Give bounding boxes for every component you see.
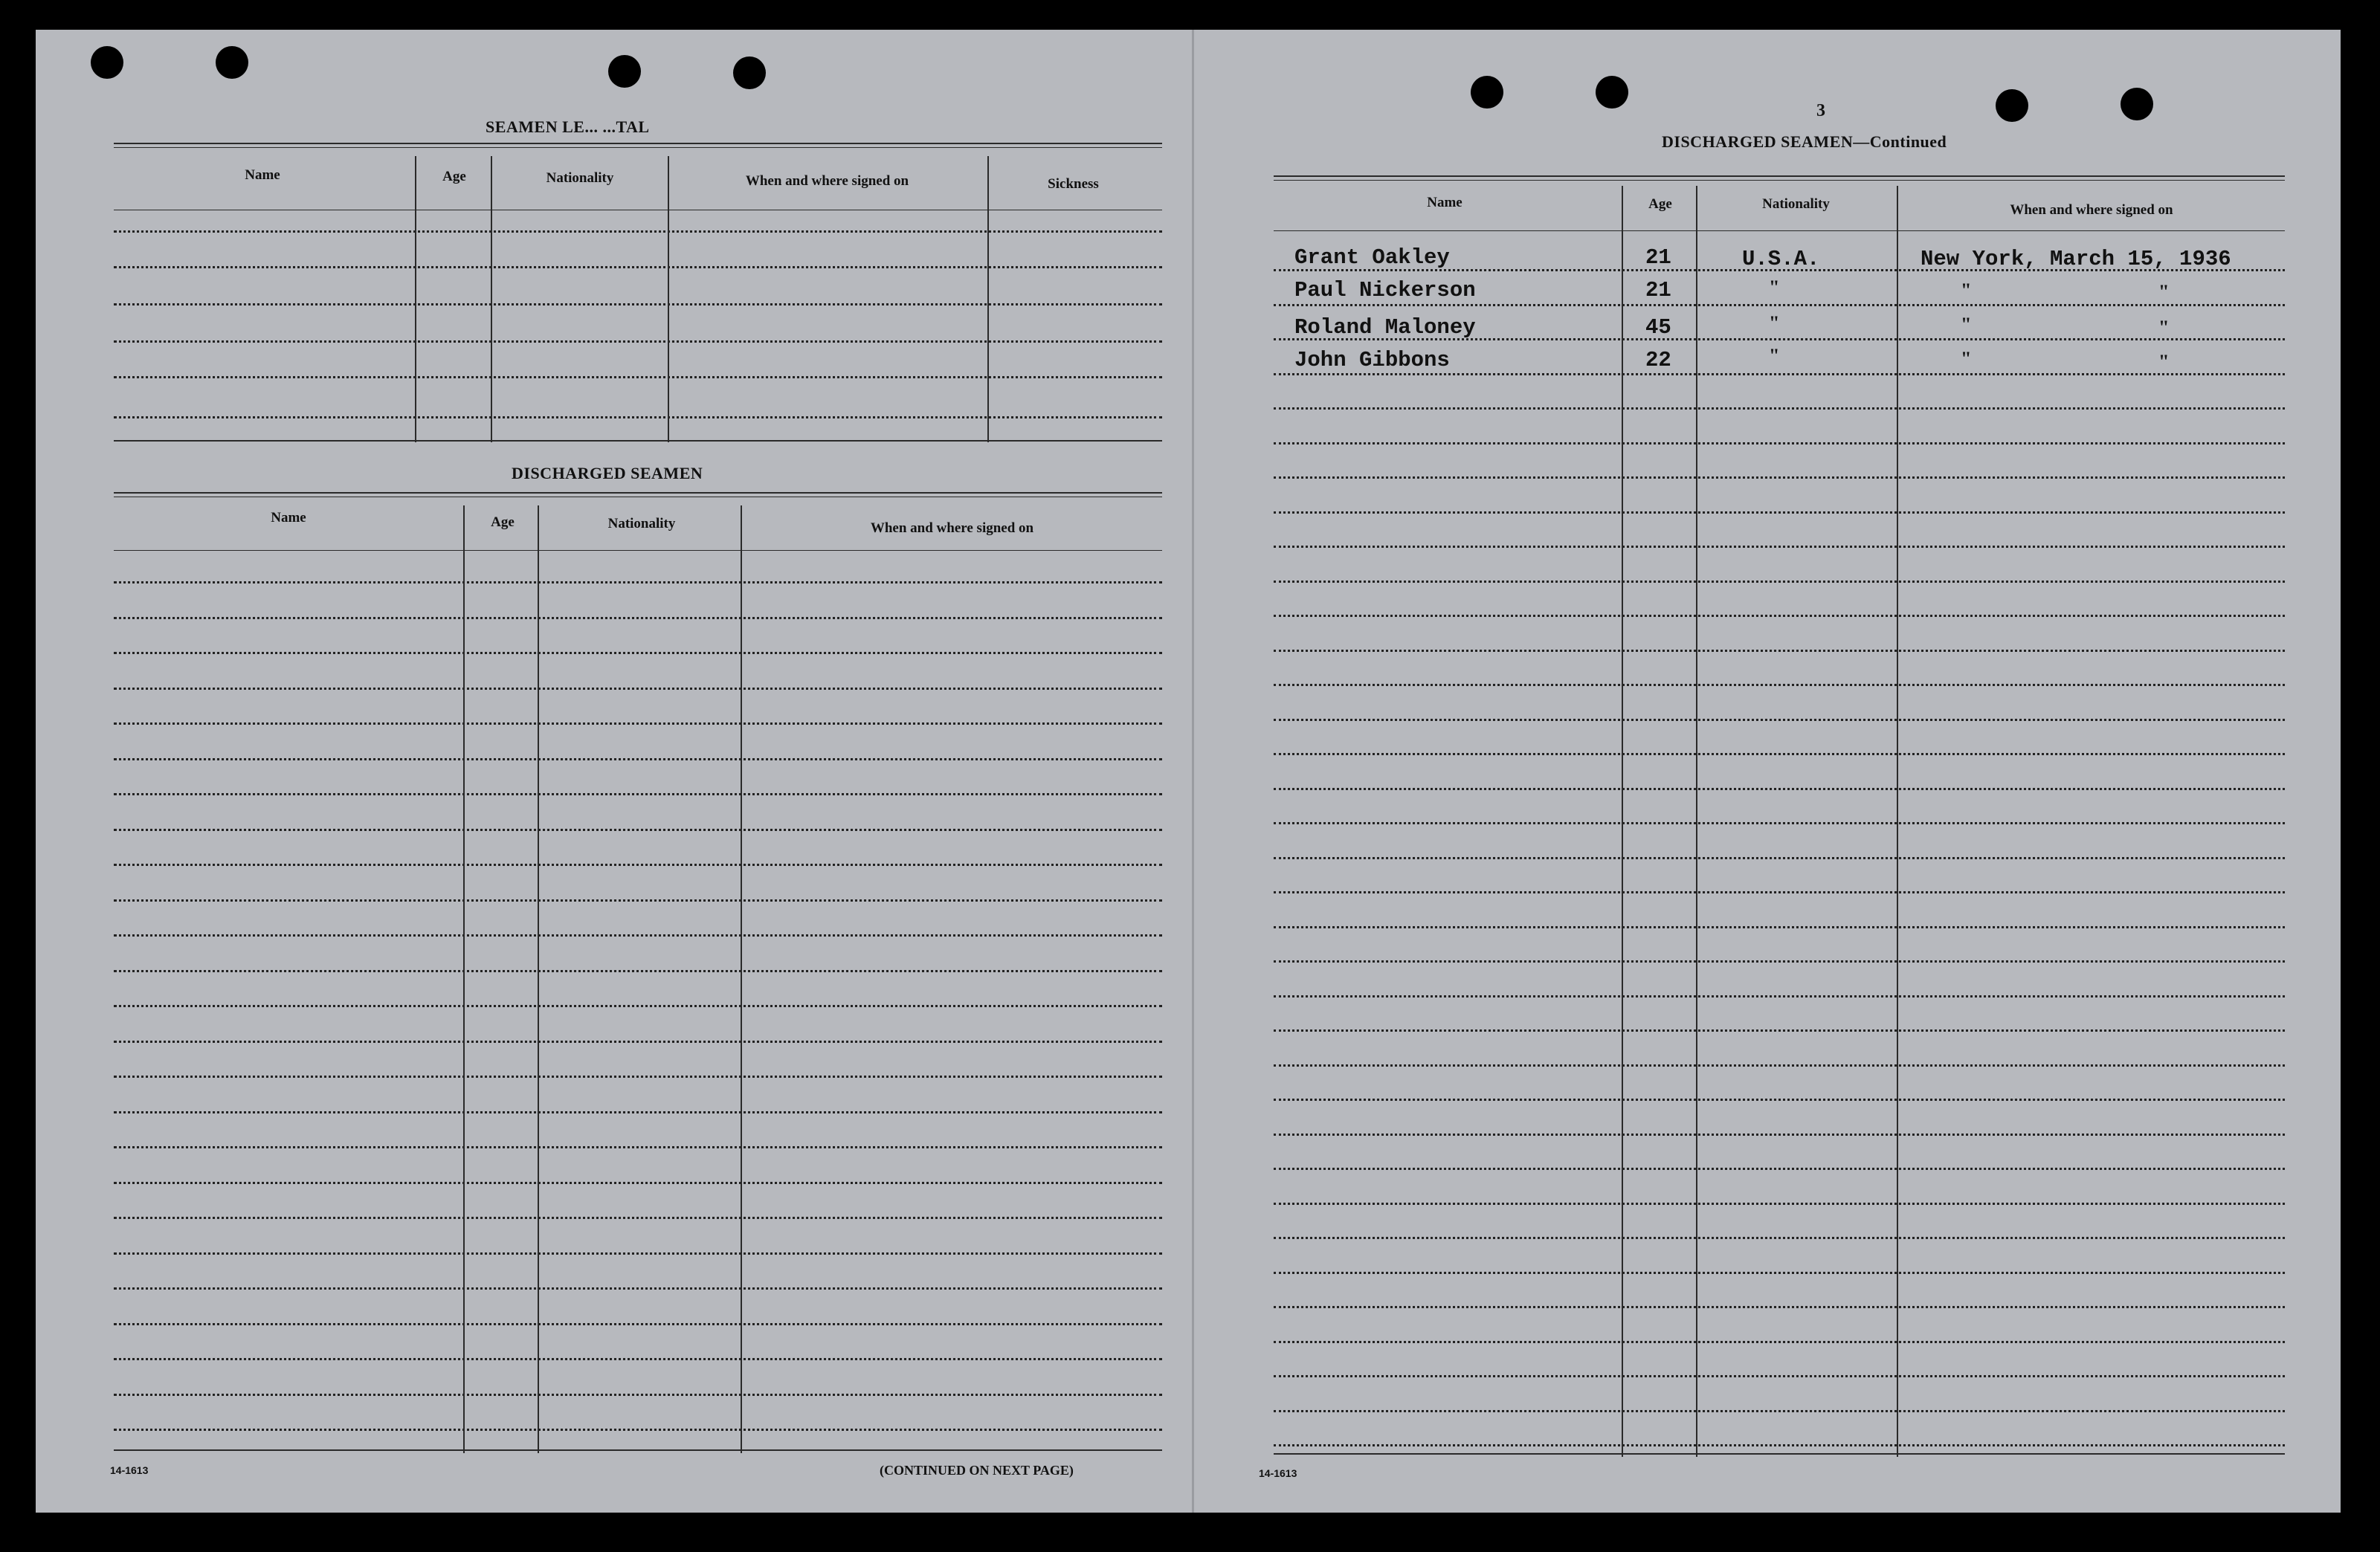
ditto-mark: " — [1769, 277, 1780, 298]
row-rule — [1274, 511, 2285, 514]
row-rule — [1274, 960, 2285, 963]
row-rule — [114, 793, 1162, 795]
row-rule — [114, 864, 1162, 866]
right-page — [1192, 30, 2341, 1513]
row-rule — [1274, 476, 2285, 479]
discharged-title: DISCHARGED SEAMEN — [512, 464, 703, 482]
row-rule — [114, 652, 1162, 654]
column-divider — [1897, 186, 1898, 1457]
row-rule — [1274, 891, 2285, 893]
row-rule — [1274, 1203, 2285, 1205]
col-head-signed-on: When and where signed on — [2010, 202, 2173, 218]
ditto-mark: " — [2158, 351, 2170, 372]
row-rule — [114, 1041, 1162, 1043]
column-divider — [741, 505, 742, 1453]
row-rule — [114, 376, 1162, 378]
entry-age: 21 — [1645, 245, 1671, 270]
row-rule — [1274, 719, 2285, 721]
right-title: DISCHARGED SEAMEN—Continued — [1662, 132, 1947, 151]
row-rule — [114, 617, 1162, 619]
row-rule — [1274, 581, 2285, 583]
column-divider — [415, 156, 416, 442]
ditto-mark: " — [1961, 348, 1972, 369]
row-rule — [1274, 1375, 2285, 1377]
entry-name: Paul Nickerson — [1294, 278, 1476, 303]
row-rule — [1274, 753, 2285, 755]
ditto-mark: " — [2158, 317, 2170, 338]
col-head-sickness: Sickness — [1048, 176, 1099, 192]
row-rule — [1274, 442, 2285, 444]
row-rule — [1274, 1064, 2285, 1067]
row-rule — [1274, 1341, 2285, 1343]
col-head-signed-on: When and where signed on — [870, 520, 1034, 536]
ditto-mark: " — [1769, 312, 1780, 334]
row-rule — [1274, 615, 2285, 617]
row-rule — [114, 1287, 1162, 1290]
row-rule — [114, 440, 1162, 442]
col-head-nationality: Nationality — [607, 516, 676, 531]
column-divider — [538, 505, 539, 1453]
row-rule — [1274, 1410, 2285, 1412]
row-rule — [1274, 1453, 2285, 1455]
rule — [114, 147, 1162, 148]
ditto-mark: " — [1961, 314, 1972, 335]
col-head-name: Name — [1427, 195, 1462, 210]
col-head-nationality: Nationality — [546, 170, 614, 186]
row-rule — [1274, 1099, 2285, 1101]
ditto-mark: " — [2158, 281, 2170, 303]
column-divider — [463, 505, 465, 1453]
row-rule — [1274, 304, 2285, 306]
rule — [114, 492, 1162, 494]
row-rule — [1274, 373, 2285, 375]
row-rule — [1274, 822, 2285, 824]
column-divider — [1696, 186, 1697, 1457]
row-rule — [1274, 684, 2285, 686]
col-head-name: Name — [245, 167, 280, 183]
ditto-mark: " — [1769, 345, 1780, 366]
row-rule — [114, 416, 1162, 418]
entry-name: John Gibbons — [1294, 348, 1450, 372]
row-rule — [114, 1323, 1162, 1325]
row-rule — [114, 722, 1162, 725]
column-divider — [491, 156, 492, 442]
row-rule — [1274, 407, 2285, 410]
row-rule — [1274, 788, 2285, 790]
row-rule — [114, 303, 1162, 305]
left-page — [36, 30, 1192, 1513]
form-number: 14-1613 — [110, 1464, 149, 1476]
column-divider — [1622, 186, 1623, 1457]
row-rule — [114, 1076, 1162, 1078]
row-rule — [114, 1005, 1162, 1007]
rule — [1274, 175, 2285, 177]
row-rule — [114, 266, 1162, 268]
col-head-age: Age — [491, 514, 515, 530]
row-rule — [114, 1449, 1162, 1451]
continued-note: (CONTINUED ON NEXT PAGE) — [880, 1463, 1074, 1478]
row-rule — [114, 758, 1162, 760]
row-rule — [1274, 650, 2285, 652]
row-rule — [1274, 995, 2285, 998]
row-rule — [1274, 1168, 2285, 1170]
entry-nationality: U.S.A. — [1742, 247, 1820, 271]
top-section-title: SEAMEN LE... ...TAL — [486, 117, 650, 136]
row-rule — [1274, 1134, 2285, 1136]
row-rule — [1274, 1444, 2285, 1446]
row-rule — [114, 1358, 1162, 1360]
row-rule — [114, 1217, 1162, 1219]
entry-signed-on: New York, March 15, 1936 — [1921, 247, 2231, 271]
entry-name: Grant Oakley — [1294, 245, 1450, 270]
rule — [1274, 180, 2285, 181]
row-rule — [114, 1182, 1162, 1184]
column-divider — [987, 156, 989, 442]
ditto-mark: " — [1961, 279, 1972, 301]
row-rule — [114, 550, 1162, 551]
row-rule — [114, 1111, 1162, 1113]
row-rule — [1274, 1272, 2285, 1274]
col-head-nationality: Nationality — [1762, 196, 1830, 212]
row-rule — [1274, 1306, 2285, 1308]
row-rule — [1274, 230, 2285, 231]
form-number: 14-1613 — [1259, 1467, 1297, 1479]
column-divider — [668, 156, 669, 442]
col-head-age: Age — [442, 169, 466, 184]
entry-age: 22 — [1645, 348, 1671, 372]
row-rule — [114, 829, 1162, 831]
entry-age: 45 — [1645, 315, 1671, 340]
col-head-signed-on: When and where signed on — [745, 173, 909, 189]
row-rule — [114, 934, 1162, 937]
row-rule — [114, 1394, 1162, 1396]
rule — [114, 143, 1162, 144]
document-sheet — [36, 30, 2341, 1513]
row-rule — [1274, 1029, 2285, 1032]
row-rule — [1274, 546, 2285, 548]
col-head-name: Name — [271, 510, 306, 526]
entry-age: 21 — [1645, 278, 1671, 303]
row-rule — [1274, 926, 2285, 928]
entry-name: Roland Maloney — [1294, 315, 1476, 340]
row-rule — [114, 1429, 1162, 1431]
row-rule — [114, 970, 1162, 972]
row-rule — [114, 1252, 1162, 1255]
page-number: 3 — [1816, 101, 1825, 120]
col-head-age: Age — [1648, 196, 1672, 212]
row-rule — [114, 1146, 1162, 1148]
row-rule — [114, 688, 1162, 690]
row-rule — [114, 581, 1162, 583]
row-rule — [114, 899, 1162, 902]
row-rule — [114, 230, 1162, 233]
row-rule — [114, 340, 1162, 343]
row-rule — [1274, 1237, 2285, 1239]
row-rule — [1274, 857, 2285, 859]
